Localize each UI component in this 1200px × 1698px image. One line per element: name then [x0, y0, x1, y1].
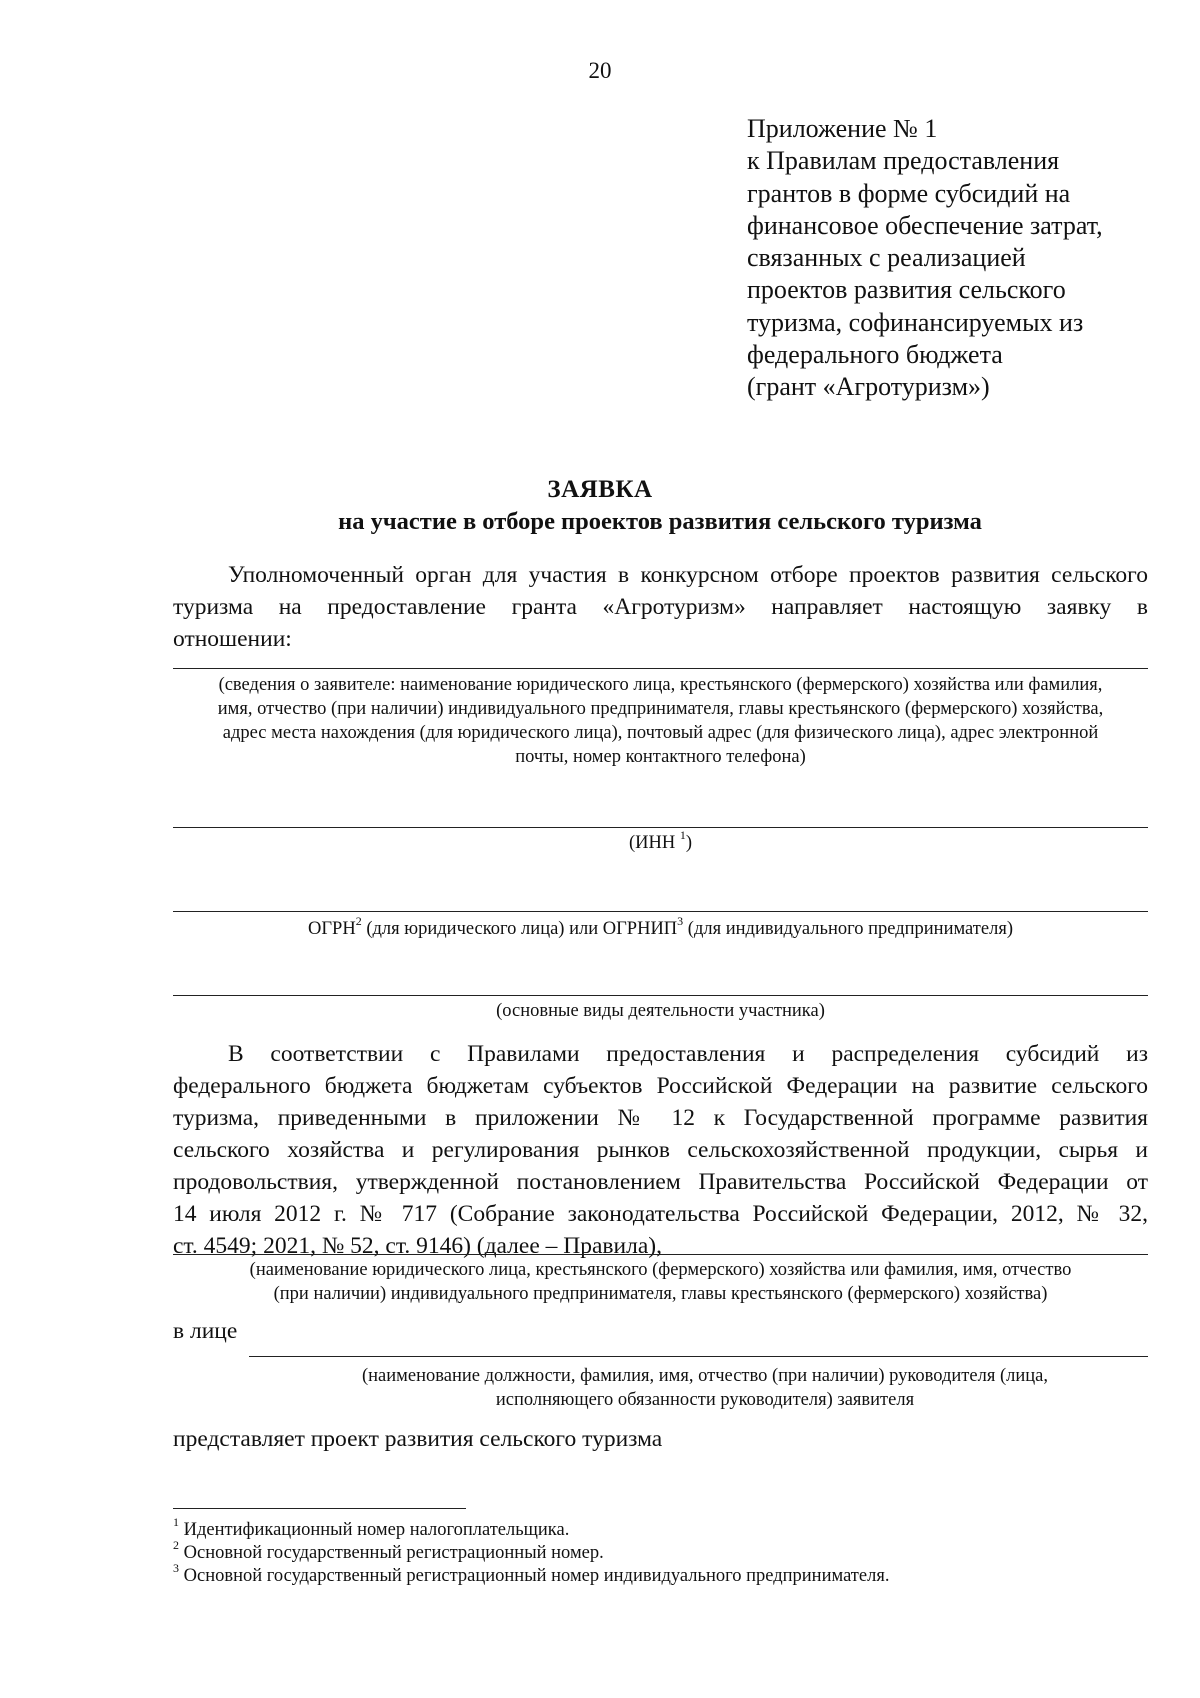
appendix-line: (грант «Агротуризм») — [747, 372, 990, 402]
body-line: 14 июля 2012 г. № 717 (Собрание законодательства Российской Федерации, 2012, № 32, — [173, 1201, 1148, 1227]
intro-line: туризма на предоставление гранта «Агротуризм» направляет настоящую заявку в — [173, 594, 1148, 620]
caption-line: (наименование должности, фамилия, имя, отчество (при наличии) руководителя (лица, — [362, 1366, 1048, 1386]
appendix-line: финансовое обеспечение затрат, — [747, 210, 1103, 240]
representative-field-line[interactable] — [249, 1356, 1148, 1357]
entity-name-field-line[interactable] — [173, 1254, 1148, 1255]
appendix-block — [747, 113, 1167, 404]
footnote-text: Идентификационный номер налогоплательщика. — [183, 1520, 570, 1540]
caption-line: почты, номер контактного телефона) — [515, 747, 806, 767]
ogrn-field-line[interactable] — [173, 911, 1148, 912]
caption-line: имя, отчество (при наличии) индивидуального предпринимателя, главы крестьянского (фермерского) хозяйства, — [217, 699, 1104, 719]
ogrn-text: (для юридического лица) или ОГРНИП — [366, 919, 678, 939]
caption-line: (при наличии) индивидуального предпринимателя, главы крестьянского (фермерского) хозяйства) — [273, 1284, 1048, 1304]
appendix-line: Приложение № 1 — [747, 114, 938, 143]
appendix-line: к Правилам предоставления — [747, 146, 1060, 176]
inn-caption — [173, 828, 1148, 855]
appendix-line: грантов в форме субсидий на — [747, 178, 1071, 208]
appendix-line: проектов развития сельского — [747, 275, 1066, 305]
applicant-info-field-line[interactable] — [173, 668, 1148, 669]
footnote-2 — [173, 1538, 889, 1565]
presents-text: представляет проект развития сельского туризма — [173, 1426, 663, 1452]
intro-paragraph — [173, 559, 1148, 655]
intro-line: отношении: — [173, 626, 292, 652]
document-subtitle: на участие в отборе проектов развития сельского туризма — [338, 508, 982, 535]
caption-line: (наименование юридического лица, крестьянского (фермерского) хозяйства или фамилия, имя, отчество — [249, 1260, 1072, 1280]
body-line: сельского хозяйства и регулирования рынков сельскохозяйственной продукции, сырья и — [173, 1137, 1148, 1163]
body-line: ст. 4549; 2021, № 52, ст. 9146) (далее – Правила), — [173, 1233, 662, 1259]
footnote-separator — [173, 1508, 466, 1509]
inn-field-line[interactable] — [173, 827, 1148, 828]
body-line: продовольствия, утвержденной постановлением Правительства Российской Федерации от — [173, 1169, 1148, 1195]
entity-name-caption — [173, 1258, 1148, 1306]
footnote-text: Основной государственный регистрационный номер. — [183, 1543, 604, 1563]
caption-line: адрес места нахождения (для юридического лица), почтовый адрес (для физического лица), адрес электронной — [222, 723, 1099, 743]
applicant-info-caption — [173, 673, 1148, 769]
footnote-ref[interactable]: 3 — [677, 914, 684, 928]
ogrnip-text: (для индивидуального предпринимателя) — [687, 919, 1013, 939]
footnote-ref[interactable]: 2 — [355, 914, 362, 928]
appendix-line: федерального бюджета — [747, 340, 1003, 370]
intro-line: Уполномоченный орган для участия в конкурсном отборе проектов развития сельского — [228, 562, 1148, 588]
caption-line: (основные виды деятельности участника) — [496, 1001, 825, 1021]
ogrn-caption — [173, 914, 1148, 941]
footnotes — [173, 1515, 890, 1588]
activities-field-line[interactable] — [173, 995, 1148, 996]
caption-line: (сведения о заявителе: наименование юридического лица, крестьянского (фермерского) хозяйства или фамилия, — [218, 675, 1103, 695]
representative-caption — [310, 1364, 1100, 1412]
footnote-1 — [173, 1515, 889, 1542]
appendix-line: связанных с реализацией — [747, 243, 1026, 273]
footnote-text: Основной государственный регистрационный номер индивидуального предпринимателя. — [183, 1566, 890, 1586]
body-paragraph — [173, 1038, 1148, 1262]
body-line: туризма, приведенными в приложении № 12 к Государственной программе развития — [173, 1105, 1148, 1131]
footnote-3 — [173, 1561, 890, 1588]
caption-line: исполняющего обязанности руководителя) заявителя — [495, 1390, 915, 1410]
footnote-ref[interactable]: 1 — [679, 828, 686, 842]
page-number: 20 — [588, 58, 612, 83]
document-title: ЗАЯВКА — [547, 476, 653, 503]
footnote-number: 2 — [173, 1538, 179, 1552]
footnote-number: 1 — [173, 1515, 179, 1529]
activities-caption — [173, 999, 1148, 1023]
inn-label: (ИНН — [628, 833, 676, 853]
inn-close: ) — [685, 833, 693, 853]
footnote-number: 3 — [173, 1561, 179, 1575]
ogrn-label: ОГРН — [308, 919, 356, 939]
body-line: федерального бюджета бюджетам субъектов Российской Федерации на развитие сельского — [173, 1073, 1148, 1099]
in-person-label: в лице — [173, 1318, 238, 1344]
body-line: В соответствии с Правилами предоставления и распределения субсидий из — [228, 1041, 1148, 1067]
appendix-line: туризма, софинансируемых из — [747, 307, 1084, 337]
